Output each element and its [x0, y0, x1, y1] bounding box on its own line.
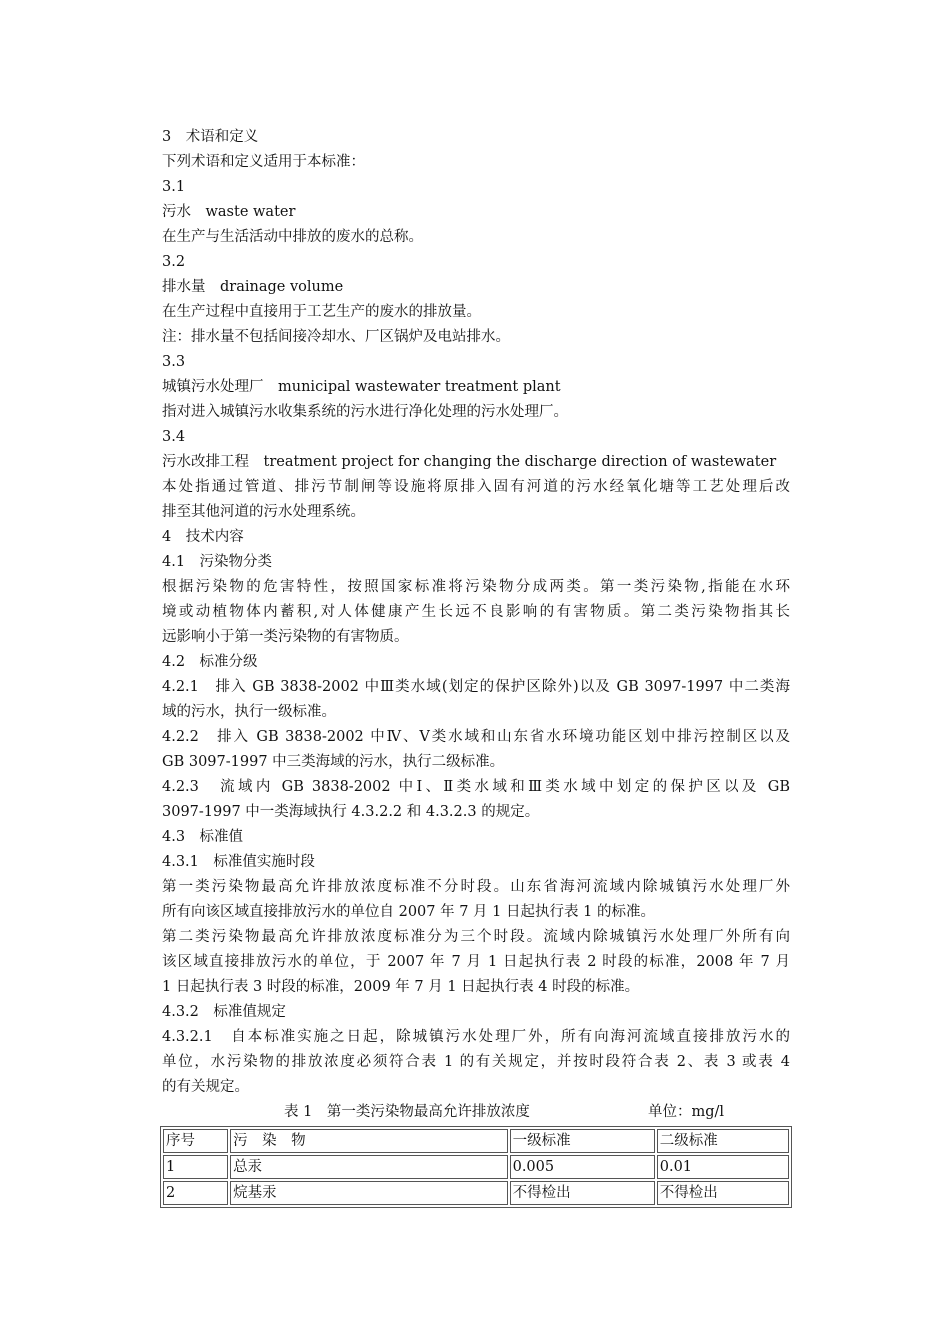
term-heading: 污水改排工程 treatment project for changing the discharge direction of wastewater [162, 454, 777, 470]
table-cell: 0.005 [510, 1155, 655, 1179]
term-heading: 城镇污水处理厂 municipal wastewater treatment plant [162, 379, 561, 395]
table-header-row [163, 1129, 789, 1153]
paragraph-line: 1 日起执行表 3 时段的标准，2009 年 7 月 1 日起执行表 4 时段的标准。 [162, 979, 640, 995]
subsection-heading: 4.1 污染物分类 [162, 554, 273, 570]
paragraph-line: 境或动植物体内蓄积,对人体健康产生长远不良影响的有害物质。第二类污染物指其长 [162, 604, 790, 620]
paragraph-line: 的有关规定。 [162, 1079, 249, 1095]
paragraph-line: 排至其他河道的污水处理系统。 [162, 504, 365, 520]
paragraph-line: 4.2.3 流域内 GB 3838-2002 中Ⅰ、Ⅱ类水域和Ⅲ类水域中划定的保护区以及 GB [162, 779, 790, 795]
clause-number: 3.4 [162, 429, 186, 445]
paragraph-line: 单位，水污染物的排放浓度必须符合表 1 的有关规定，并按时段符合表 2、表 3 或表 4 [162, 1054, 790, 1070]
paragraph-line: 下列术语和定义适用于本标准： [162, 154, 365, 170]
paragraph-line: 所有向该区域直接排放污水的单位自 2007 年 7 月 1 日起执行表 1 的标准。 [162, 904, 655, 920]
paragraph-line: GB 3097-1997 中三类海域的污水，执行二级标准。 [162, 754, 505, 770]
table-unit: 单位：mg/l [648, 1104, 725, 1120]
table-cell: 2 [163, 1181, 228, 1205]
table-cell: 总汞 [230, 1155, 507, 1179]
table-cell: 1 [163, 1155, 228, 1179]
clause-number: 3.3 [162, 354, 186, 370]
paragraph-line: 在生产过程中直接用于工艺生产的废水的排放量。 [162, 304, 481, 320]
paragraph-line: 4.3.2.1 自本标准实施之日起，除城镇污水处理厂外，所有向海河流域直接排放污水的 [162, 1029, 790, 1045]
paragraph-line: 远影响小于第一类污染物的有害物质。 [162, 629, 409, 645]
term-heading: 污水 waste water [162, 204, 296, 220]
paragraph-line: 第二类污染物最高允许排放浓度标准分为三个时段。流域内除城镇污水处理厂外所有向 [162, 929, 790, 945]
paragraph-line: 3097-1997 中一类海域执行 4.3.2.2 和 4.3.2.3 的规定。 [162, 804, 540, 820]
paragraph-line: 在生产与生活活动中排放的废水的总称。 [162, 229, 423, 245]
section-heading: 4 技术内容 [162, 529, 244, 545]
section-heading: 3 术语和定义 [162, 129, 259, 145]
table-title: 表 1 第一类污染物最高允许排放浓度 [284, 1104, 530, 1120]
table-cell: 不得检出 [657, 1181, 789, 1205]
paragraph-line: 4.2.1 排入 GB 3838-2002 中Ⅲ类水域(划定的保护区除外)以及 GB 3097-1997 中二类海 [162, 679, 790, 695]
paragraph-line: 根据污染物的危害特性，按照国家标准将污染物分成两类。第一类污染物,指能在水环 [162, 579, 790, 595]
paragraph-line: 本处指通过管道、排污节制闸等设施将原排入固有河道的污水经氧化塘等工艺处理后改 [162, 479, 790, 495]
table-cell: 不得检出 [510, 1181, 655, 1205]
subsection-heading: 4.3.2 标准值规定 [162, 1004, 286, 1020]
subsection-heading: 4.2 标准分级 [162, 654, 258, 670]
header-cell-index: 序号 [163, 1129, 228, 1153]
document-page [162, 125, 790, 1208]
note-line: 注：排水量不包括间接冷却水、厂区锅炉及电站排水。 [162, 329, 510, 345]
header-cell-grade2: 二级标准 [657, 1129, 789, 1153]
paragraph-line: 第一类污染物最高允许排放浓度标准不分时段。山东省海河流域内除城镇污水处理厂外 [162, 879, 790, 895]
header-cell-pollutant: 污 染 物 [230, 1129, 507, 1153]
table-cell: 0.01 [657, 1155, 789, 1179]
subsection-heading: 4.3.1 标准值实施时段 [162, 854, 315, 870]
paragraph-line: 该区域直接排放污水的单位，于 2007 年 7 月 1 日起执行表 2 时段的标准，2008 年 7 月 [162, 954, 790, 970]
term-heading: 排水量 drainage volume [162, 279, 344, 295]
paragraph-line: 指对进入城镇污水收集系统的污水进行净化处理的污水处理厂。 [162, 404, 568, 420]
subsection-heading: 4.3 标准值 [162, 829, 244, 845]
paragraph-line: 4.2.2 排入 GB 3838-2002 中Ⅳ、Ⅴ类水域和山东省水环境功能区划中排污控制区以及 [162, 729, 790, 745]
table-caption [162, 1100, 790, 1126]
table-row [163, 1181, 789, 1205]
clause-number: 3.2 [162, 254, 186, 270]
clause-number: 3.1 [162, 179, 186, 195]
header-cell-grade1: 一级标准 [510, 1129, 655, 1153]
table-row [163, 1155, 789, 1179]
table-cell: 烷基汞 [230, 1181, 507, 1205]
paragraph-line: 域的污水，执行一级标准。 [162, 704, 336, 720]
pollutant-table [160, 1126, 792, 1208]
